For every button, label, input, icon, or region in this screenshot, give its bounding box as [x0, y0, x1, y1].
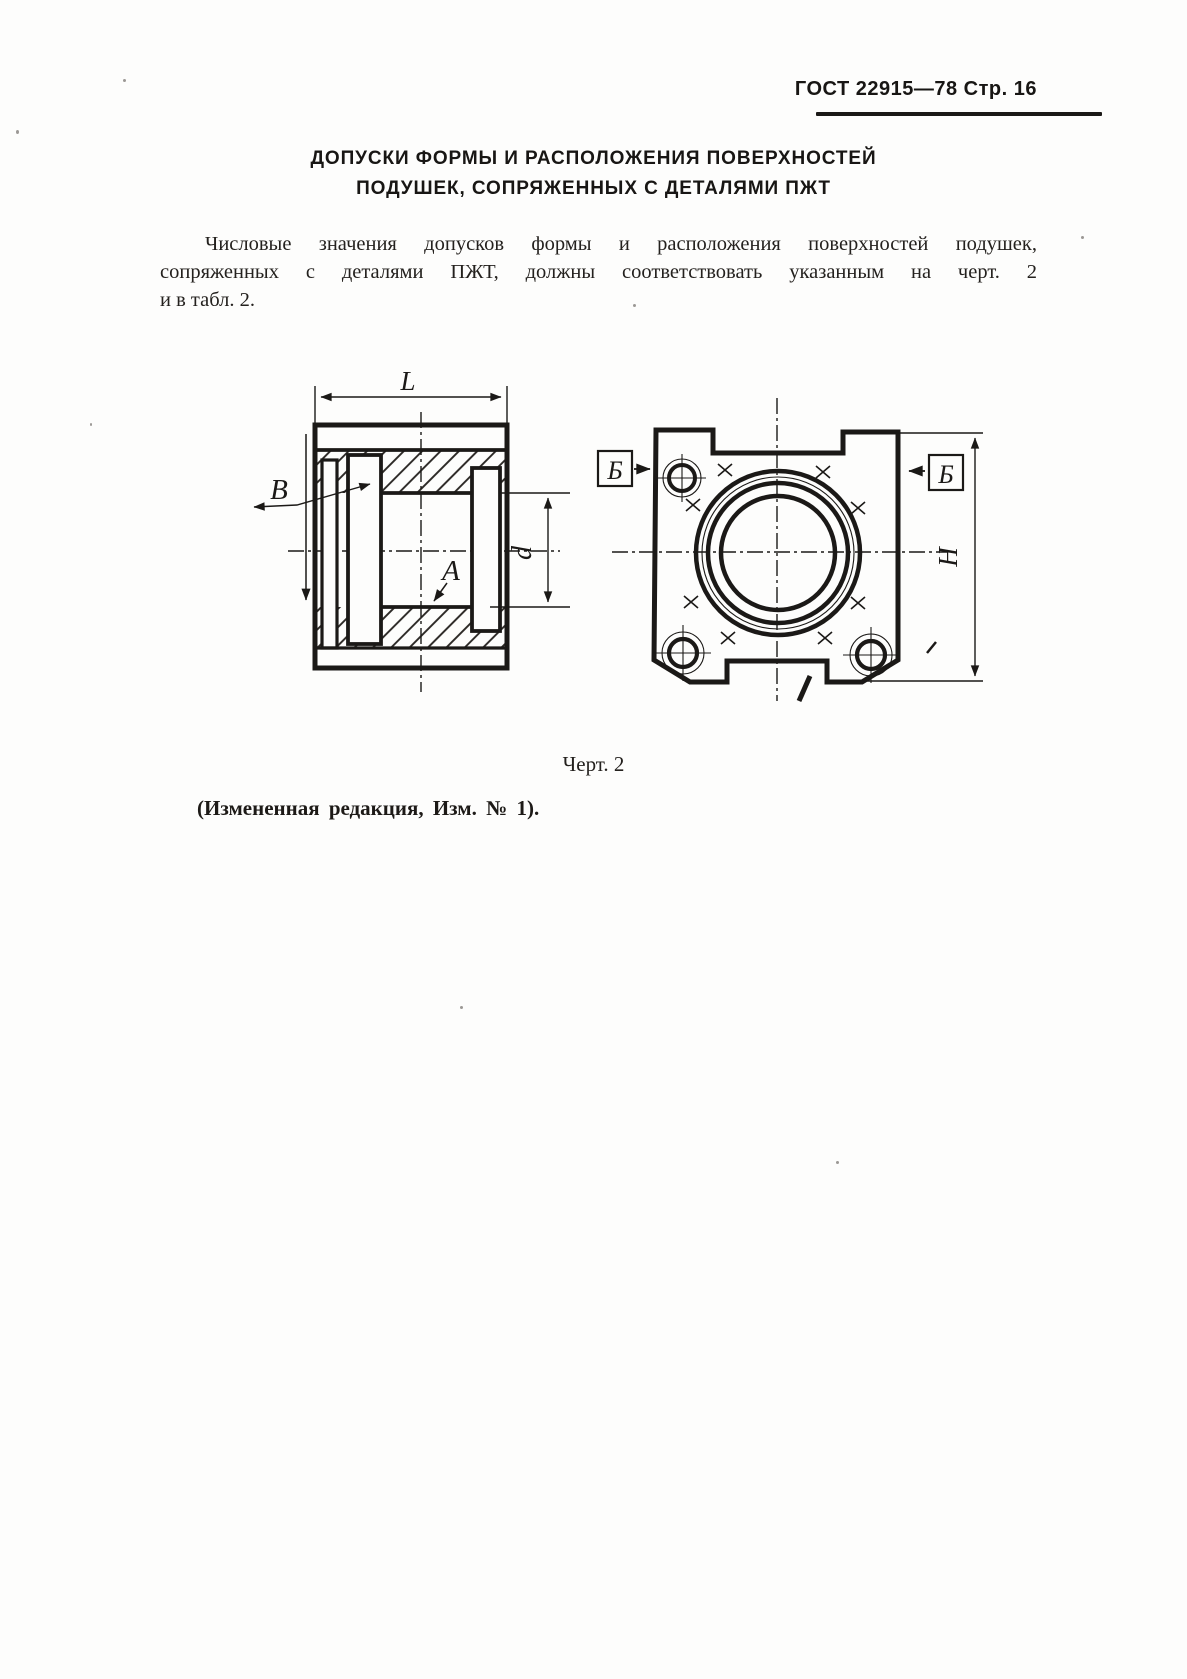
section-label-right [909, 455, 963, 490]
scan-speck [460, 1006, 463, 1009]
surface-label-A [434, 555, 460, 601]
figure-caption: Черт. 2 [562, 752, 625, 776]
header-rule [816, 112, 1102, 116]
scan-speck [836, 1161, 839, 1164]
section-label-left [598, 451, 650, 486]
section-letter-right: Б [938, 460, 954, 489]
scan-speck [633, 304, 636, 307]
bolt-hole [658, 454, 706, 502]
surface-A-letter: А [442, 555, 460, 587]
paragraph-line: сопряженных с деталями ПЖТ, должны соответствовать указанным на черт. 2 [160, 261, 1037, 283]
document-title-line1: ДОПУСКИ ФОРМЫ И РАСПОЛОЖЕНИЯ ПОВЕРХНОСТЕЙ [310, 148, 877, 169]
section-view [254, 366, 570, 692]
dimension-H-label: Н [933, 547, 963, 567]
dimension-d-label: d [507, 546, 538, 560]
body-paragraph [160, 230, 1037, 314]
groove-slot [348, 455, 381, 644]
scan-speck [90, 423, 92, 426]
scan-mark [927, 642, 936, 653]
bore-circle-middle [708, 483, 848, 623]
bore-circle-inner [721, 496, 835, 610]
amendment-note: (Измененная редакция, Изм. № 1). [197, 796, 540, 820]
front-view [598, 398, 983, 701]
machining-marks [684, 464, 865, 644]
paragraph-line: Числовые значения допусков формы и расположения поверхностей подушек, [205, 233, 1037, 255]
page-header-gost-number: ГОСТ 22915—78 Стр. 16 [794, 78, 1037, 100]
technical-drawing [220, 340, 1010, 710]
document-title-line2: ПОДУШЕК, СОПРЯЖЕННЫХ С ДЕТАЛЯМИ ПЖТ [356, 178, 831, 199]
bolt-hole [843, 627, 899, 683]
surface-B-letter: В [270, 474, 288, 506]
document-title [0, 144, 1187, 204]
scan-mark [799, 676, 810, 701]
dimension-d [490, 493, 570, 607]
bolt-hole [655, 625, 711, 681]
dimension-L-label: L [400, 366, 416, 396]
dimension-L [315, 366, 507, 423]
bore-circle-thin [702, 477, 854, 629]
scan-speck [123, 79, 126, 82]
section-letter-left: Б [607, 456, 623, 485]
paragraph-line: и в табл. 2. [160, 289, 255, 311]
groove-slot [322, 460, 337, 648]
scan-speck [16, 130, 19, 134]
scan-speck [1081, 236, 1084, 239]
